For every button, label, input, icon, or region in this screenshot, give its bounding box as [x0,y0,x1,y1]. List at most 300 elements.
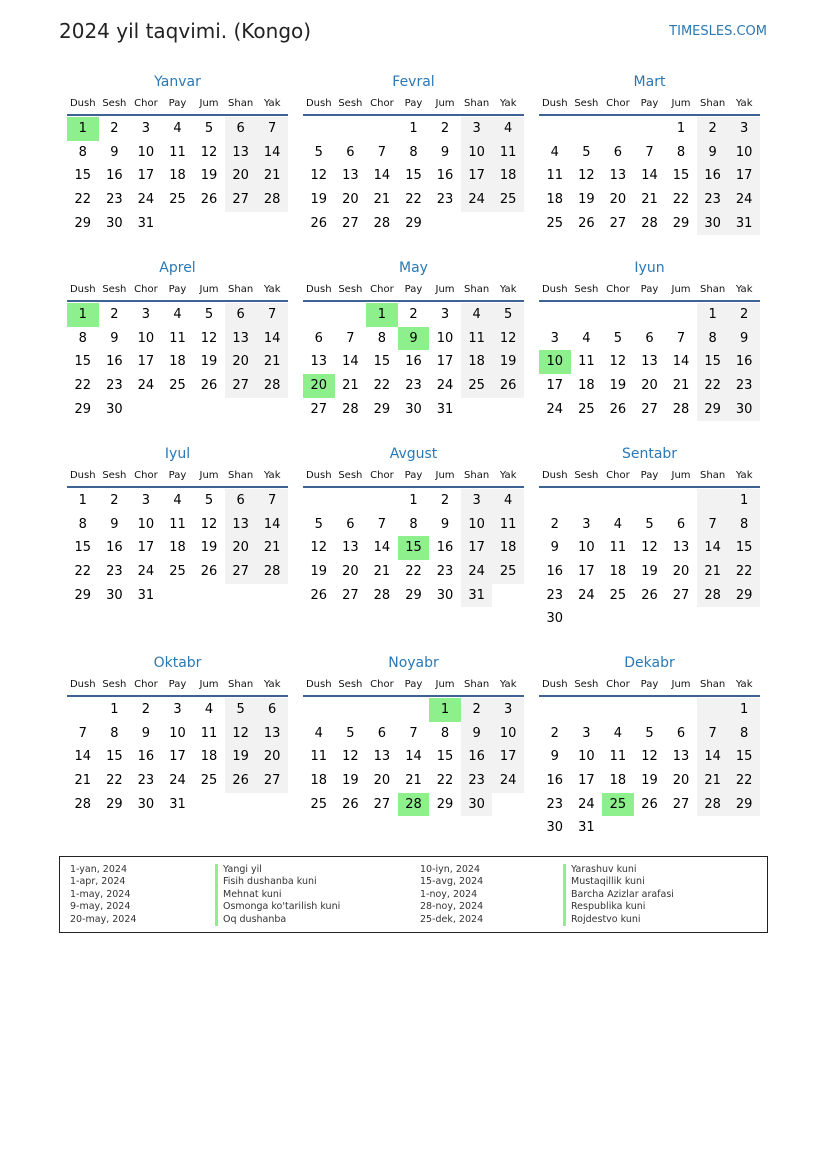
day-cell: 27 [609,215,627,231]
day-cell: 19 [200,540,218,556]
empty-cell [539,698,571,722]
day-cell: 7 [78,725,87,741]
week-row [303,398,524,422]
day-cell: 6 [676,725,686,741]
week-row [67,745,288,769]
empty-cell [256,793,288,817]
day-cell: 9 [728,327,760,351]
month-avgust [303,444,524,607]
day-cell: 28 [672,401,690,417]
holiday-legend [59,856,768,933]
weekday-label: Pay [168,284,187,295]
day-cell: 21 [256,350,288,374]
empty-cell [665,303,697,327]
empty-cell [634,698,666,722]
weekday-label: Sesh [574,470,599,481]
empty-cell [539,303,571,327]
day-cell: 27 [641,401,658,417]
day-cell: 10 [169,725,186,741]
week-row [67,327,288,351]
week-row [303,141,524,165]
week-row [67,350,288,374]
week-row [67,769,288,793]
weekday-label: Sesh [574,284,599,295]
empty-cell [193,398,225,422]
empty-cell [539,489,571,513]
weekday-label: Yak [263,679,281,690]
day-cell: 23 [728,374,760,398]
empty-cell [634,489,666,513]
day-cell: 12 [310,168,328,184]
empty-cell [429,212,461,236]
legend-dates-right [420,864,483,926]
holiday-day-cell: 20 [303,374,335,398]
day-cell: 11 [609,540,627,556]
day-cell: 17 [461,536,493,560]
day-cell: 5 [645,725,654,741]
day-cell: 17 [137,168,155,184]
day-cell: 28 [697,584,729,608]
legend-holiday-name: Mehnat kuni [215,889,340,901]
day-cell: 20 [672,773,690,789]
weekday-label: Sesh [338,284,363,295]
day-cell: 11 [546,168,564,184]
day-cell: 15 [672,168,690,184]
day-cell: 27 [310,401,328,417]
weekday-label: Jum [671,284,691,295]
weekday-label: Sesh [102,284,127,295]
week-row [539,350,760,374]
day-cell: 1 [697,303,729,327]
weekday-label: Yak [263,284,281,295]
day-cell: 29 [373,401,391,417]
day-cell: 17 [137,354,155,370]
day-cell: 30 [697,212,729,236]
weekday-label: Yak [499,98,517,109]
month-name: Avgust [389,446,438,462]
day-cell: 24 [461,188,493,212]
day-cell: 3 [582,725,591,741]
weekday-header [67,279,288,302]
day-cell: 25 [169,192,186,208]
week-row [303,793,524,817]
weekday-label: Pay [640,679,659,690]
day-cell: 3 [141,121,151,136]
day-cell: 28 [256,188,288,212]
day-cell: 30 [728,398,760,422]
week-row [303,513,524,537]
weekday-label: Chor [134,470,158,481]
day-cell: 10 [436,330,454,346]
week-row [539,536,760,560]
day-cell: 22 [74,378,92,394]
weekday-label: Chor [606,470,630,481]
weekday-label: Dush [541,98,568,109]
week-row [303,722,524,746]
day-cell: 16 [697,164,729,188]
day-cell: 26 [609,401,627,417]
day-cell: 27 [672,587,690,603]
month-name: Aprel [159,260,196,276]
week-row [539,769,760,793]
day-cell: 11 [169,330,186,346]
weekday-label: Yak [735,470,753,481]
empty-cell [335,489,367,513]
day-cell: 1 [409,121,418,136]
day-cell: 14 [256,327,288,351]
day-cell: 23 [106,378,123,394]
day-cell: 29 [697,398,729,422]
empty-cell [602,489,634,513]
weekday-label: Jum [199,284,219,295]
day-cell: 28 [697,793,729,817]
empty-cell [665,607,697,631]
week-row [303,489,524,513]
day-cell: 22 [74,564,92,580]
legend-holiday-date: 25-dek, 2024 [420,913,484,925]
day-cell: 27 [225,188,257,212]
legend-holiday-date: 1-yan, 2024 [70,864,127,875]
weekday-label: Yak [735,679,753,690]
day-cell: 20 [225,536,257,560]
weekday-label: Jum [199,679,219,690]
weekday-label: Jum [435,679,455,690]
week-row [539,722,760,746]
week-row [539,303,760,327]
empty-cell [193,212,225,236]
day-cell: 25 [169,564,186,580]
day-cell: 5 [314,144,323,160]
day-cell: 29 [74,587,92,603]
day-cell: 2 [110,493,119,508]
week-row [67,141,288,165]
weekday-label: Chor [370,470,394,481]
day-cell: 9 [550,749,559,765]
day-cell: 30 [106,401,123,417]
day-cell: 8 [728,513,760,537]
week-row [539,327,760,351]
day-cell: 14 [373,168,391,184]
weekday-label: Chor [134,284,158,295]
weekday-label: Shan [464,284,490,295]
day-cell: 10 [137,516,155,532]
day-cell: 18 [492,536,524,560]
day-cell: 17 [578,564,595,580]
day-cell: 13 [310,354,328,370]
day-cell: 4 [550,144,559,160]
day-cell: 25 [546,215,564,231]
day-cell: 13 [256,722,288,746]
holiday-day-cell: 1 [67,117,99,141]
day-cell: 27 [373,796,391,812]
day-cell: 19 [310,564,328,580]
day-cell: 18 [169,168,186,184]
day-cell: 28 [74,796,92,812]
legend-names-left [215,864,340,926]
weekday-label: Jum [671,98,691,109]
legend-holiday-name: Respublika kuni [563,901,674,913]
day-cell: 12 [578,168,595,184]
empty-cell [571,607,603,631]
day-cell: 23 [436,192,454,208]
day-cell: 11 [200,725,218,741]
day-cell: 22 [672,192,690,208]
day-cell: 29 [405,215,422,231]
weekday-label: Shan [700,284,726,295]
day-cell: 18 [492,164,524,188]
day-cell: 6 [676,516,686,532]
weekday-label: Chor [134,98,158,109]
month-name: Dekabr [624,655,675,671]
day-cell: 21 [373,564,391,580]
day-cell: 9 [110,144,119,160]
day-cell: 12 [641,749,658,765]
day-cell: 1 [676,121,686,136]
day-cell: 20 [373,773,391,789]
legend-holiday-name: Oq dushanba [215,914,340,926]
empty-cell [366,489,398,513]
empty-cell [492,584,524,608]
day-cell: 17 [137,540,155,556]
empty-cell [602,117,634,141]
empty-cell [571,698,603,722]
day-cell: 9 [440,144,450,160]
week-row [303,188,524,212]
day-cell: 30 [436,587,454,603]
day-cell: 30 [546,820,564,836]
day-cell: 22 [373,378,391,394]
day-cell: 9 [550,540,559,556]
week-row [539,398,760,422]
day-cell: 27 [342,587,359,603]
week-row [67,489,288,513]
day-cell: 26 [200,378,218,394]
day-cell: 11 [609,749,627,765]
weekday-label: Pay [404,284,423,295]
legend-holiday-date: 9-may, 2024 [70,901,131,913]
month-iyul [67,444,288,607]
legend-holiday-date: 1-noy, 2024 [420,888,478,900]
empty-cell [571,303,603,327]
day-cell: 12 [200,330,218,346]
weekday-label: Pay [168,470,187,481]
day-cell: 14 [256,513,288,537]
day-cell: 29 [74,401,92,417]
holiday-day-cell: 28 [398,793,430,817]
weekday-label: Yak [499,470,517,481]
day-cell: 16 [546,773,564,789]
day-cell: 25 [609,587,627,603]
day-cell: 9 [440,516,450,532]
day-cell: 4 [492,117,524,141]
day-cell: 6 [314,330,323,346]
month-name: Sentabr [621,446,678,462]
day-cell: 10 [137,144,155,160]
weekday-label: Jum [671,470,691,481]
day-cell: 10 [461,513,493,537]
day-cell: 25 [310,796,328,812]
week-row [303,327,524,351]
month-name: Yanvar [154,74,201,90]
day-cell: 11 [492,141,524,165]
day-cell: 25 [492,188,524,212]
day-cell: 1 [409,493,418,508]
weekday-label: Jum [435,470,455,481]
empty-cell [225,398,257,422]
day-cell: 17 [461,164,493,188]
empty-cell [366,117,398,141]
weekday-label: Pay [640,98,659,109]
empty-cell [492,398,524,422]
day-cell: 31 [578,820,595,836]
day-cell: 3 [141,493,151,508]
day-cell: 11 [310,749,328,765]
week-row [539,117,760,141]
week-row [539,513,760,537]
day-cell: 12 [225,722,257,746]
day-cell: 9 [141,725,151,741]
day-cell: 24 [578,796,595,812]
day-cell: 27 [342,215,359,231]
day-cell: 22 [728,560,760,584]
weekday-label: Jum [435,98,455,109]
day-cell: 8 [78,144,87,160]
weekday-label: Dush [305,470,332,481]
day-cell: 19 [200,168,218,184]
day-cell: 7 [256,489,288,513]
day-cell: 7 [377,516,387,532]
weekday-header [303,93,524,116]
day-cell: 15 [728,536,760,560]
day-cell: 12 [492,327,524,351]
week-row [67,722,288,746]
day-cell: 13 [225,327,257,351]
day-cell: 11 [169,144,186,160]
empty-cell [728,607,760,631]
legend-holiday-name: Yangi yil [215,864,340,876]
day-cell: 31 [137,215,155,231]
day-cell: 16 [728,350,760,374]
day-cell: 13 [225,141,257,165]
day-cell: 2 [550,516,559,532]
holiday-day-cell: 1 [67,303,99,327]
day-cell: 14 [697,536,729,560]
day-cell: 7 [409,725,418,741]
empty-cell [634,117,666,141]
day-cell: 15 [74,540,92,556]
legend-holiday-date: 28-noy, 2024 [420,901,484,913]
month-aprel [67,258,288,421]
day-cell: 30 [106,587,123,603]
holiday-day-cell: 9 [398,327,430,351]
day-cell: 25 [492,560,524,584]
weekday-label: Shan [228,98,254,109]
weekday-label: Shan [700,679,726,690]
day-cell: 30 [546,611,564,627]
day-cell: 4 [492,489,524,513]
day-cell: 23 [106,564,123,580]
empty-cell [571,117,603,141]
weekday-label: Dush [305,98,332,109]
day-cell: 5 [314,516,323,532]
weekday-label: Dush [69,470,96,481]
empty-cell [225,793,257,817]
day-cell: 12 [310,540,328,556]
day-cell: 25 [169,378,186,394]
day-cell: 26 [200,192,218,208]
site-link[interactable]: TIMESLES.COM [669,24,767,39]
weekday-label: Dush [305,284,332,295]
day-cell: 25 [461,374,493,398]
weekday-header [539,93,760,116]
month-mart [539,72,760,235]
day-cell: 4 [173,307,182,322]
day-cell: 30 [461,793,493,817]
day-cell: 6 [256,698,288,722]
day-cell: 20 [342,192,359,208]
day-cell: 24 [578,587,595,603]
day-cell: 7 [377,144,387,160]
weekday-label: Yak [263,98,281,109]
day-cell: 9 [697,141,729,165]
legend-holiday-date: 1-apr, 2024 [70,876,126,888]
day-cell: 3 [461,117,493,141]
day-cell: 15 [405,168,422,184]
day-cell: 6 [225,489,257,513]
day-cell: 14 [342,354,359,370]
weekday-label: Chor [370,284,394,295]
day-cell: 12 [342,749,359,765]
month-fevral [303,72,524,235]
weekday-header [539,279,760,302]
day-cell: 5 [225,698,257,722]
empty-cell [697,607,729,631]
month-noyabr [303,653,524,816]
weekday-label: Yak [499,284,517,295]
day-cell: 5 [492,303,524,327]
day-cell: 21 [256,164,288,188]
week-row [539,141,760,165]
day-cell: 29 [405,587,422,603]
empty-cell [303,303,335,327]
empty-cell [697,816,729,840]
week-row [67,164,288,188]
day-cell: 18 [310,773,328,789]
day-cell: 24 [137,564,155,580]
day-cell: 18 [609,773,627,789]
day-cell: 19 [641,773,658,789]
day-cell: 30 [106,215,123,231]
day-cell: 14 [373,540,391,556]
day-cell: 10 [492,722,524,746]
day-cell: 14 [672,354,690,370]
empty-cell [665,698,697,722]
day-cell: 22 [74,192,92,208]
weekday-label: Sesh [338,98,363,109]
weekday-label: Shan [228,284,254,295]
day-cell: 21 [342,378,359,394]
day-cell: 20 [672,564,690,580]
weekday-label: Chor [606,284,630,295]
empty-cell [303,698,335,722]
empty-cell [256,584,288,608]
holiday-day-cell: 10 [539,350,571,374]
day-cell: 23 [461,769,493,793]
week-row [539,188,760,212]
empty-cell [697,489,729,513]
day-cell: 8 [676,144,686,160]
empty-cell [461,398,493,422]
